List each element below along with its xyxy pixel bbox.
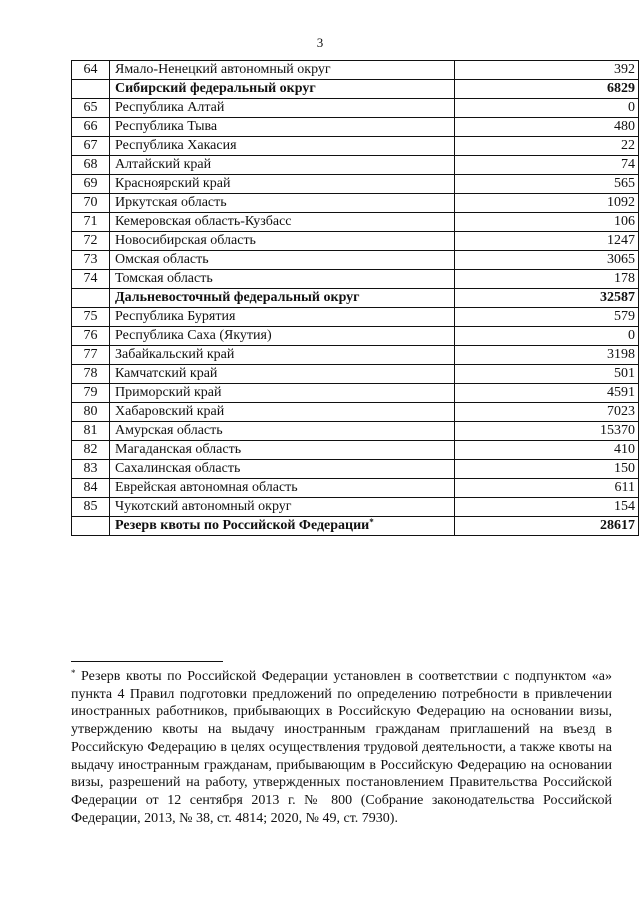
region-name: Республика Алтай [115, 100, 225, 115]
row-number: 64 [72, 61, 110, 80]
region-name: Алтайский край [115, 157, 212, 172]
region-name: Чукотский автономный округ [115, 499, 292, 514]
table-row [72, 232, 639, 251]
table-row [72, 194, 639, 213]
table-row [72, 99, 639, 118]
quota-value: 22 [455, 137, 639, 156]
quota-value: 3065 [455, 251, 639, 270]
table-row-total [72, 289, 639, 308]
region-name: Приморский край [115, 385, 222, 400]
region-name-cell [110, 137, 455, 156]
row-number: 72 [72, 232, 110, 251]
region-name: Сибирский федеральный округ [115, 81, 316, 96]
region-name: Забайкальский край [115, 347, 235, 362]
region-name-cell [110, 403, 455, 422]
table-row [72, 384, 639, 403]
footnote-text: Резерв квоты по Российской Федерации установлен в соответствии с подпунктом «а» пункта 4 Правил подготовки предложений по определению потребности в привлечении иностранных работников, прибывающих в Российскую Федерацию на основании визы, утверждению квоты на выдачу иностранным гражданам приглашений на въезд в Российскую Федерацию в целях осуществления трудовой деятельности, а также квоты на выдачу иностранным гражданам, прибывающим в Российскую Федерацию на основании визы, разрешений на работу, утвержденных постановлением Правительства Российской Федерации от 12 сентября 2013 г. № 800 (Собрание законодательства Российской Федерации, 2013, № 38, ст. 4814; 2020, № 49, ст. 7930). [71, 669, 612, 826]
region-name: Новосибирская область [115, 233, 256, 248]
footnote-divider [71, 661, 223, 662]
row-number: 82 [72, 441, 110, 460]
region-name: Сахалинская область [115, 461, 241, 476]
quota-value: 1247 [455, 232, 639, 251]
table-row-total [72, 517, 639, 536]
region-name-cell [110, 422, 455, 441]
quota-value: 74 [455, 156, 639, 175]
region-name-cell [110, 80, 455, 99]
quota-value: 579 [455, 308, 639, 327]
quota-value: 150 [455, 460, 639, 479]
row-number: 71 [72, 213, 110, 232]
quota-value: 501 [455, 365, 639, 384]
region-name: Магаданская область [115, 442, 242, 457]
table-row [72, 479, 639, 498]
region-name-cell [110, 118, 455, 137]
page-number: 3 [316, 35, 324, 50]
region-name-cell [110, 251, 455, 270]
row-number: 81 [72, 422, 110, 441]
row-number: 69 [72, 175, 110, 194]
quota-value: 1092 [455, 194, 639, 213]
region-name: Томская область [115, 271, 213, 286]
quota-value: 611 [455, 479, 639, 498]
quota-value: 410 [455, 441, 639, 460]
region-name-cell [110, 498, 455, 517]
region-name: Амурская область [115, 423, 223, 438]
quota-value: 4591 [455, 384, 639, 403]
quota-table [71, 60, 639, 536]
table-row [72, 213, 639, 232]
row-number: 67 [72, 137, 110, 156]
region-name-cell [110, 232, 455, 251]
table-row [72, 270, 639, 289]
region-name-cell [110, 213, 455, 232]
quota-value: 32587 [455, 289, 639, 308]
region-name-cell [110, 441, 455, 460]
table-row [72, 441, 639, 460]
region-name-cell [110, 289, 455, 308]
region-name-cell [110, 175, 455, 194]
row-number [72, 289, 110, 308]
row-number [72, 80, 110, 99]
region-name: Красноярский край [115, 176, 231, 191]
region-name: Республика Тыва [115, 119, 218, 134]
region-name-cell [110, 479, 455, 498]
region-name-cell [110, 365, 455, 384]
table-row [72, 365, 639, 384]
quota-value: 0 [455, 99, 639, 118]
region-name: Иркутская область [115, 195, 227, 210]
row-number: 74 [72, 270, 110, 289]
quota-value: 565 [455, 175, 639, 194]
footnote-mark: * [71, 668, 76, 678]
row-number: 84 [72, 479, 110, 498]
footnote [71, 668, 612, 827]
quota-value: 392 [455, 61, 639, 80]
quota-value: 7023 [455, 403, 639, 422]
footnote-reference: * [369, 517, 374, 527]
table-row [72, 175, 639, 194]
table-row [72, 118, 639, 137]
table-row [72, 346, 639, 365]
quota-value: 178 [455, 270, 639, 289]
region-name-cell [110, 384, 455, 403]
table-row [72, 251, 639, 270]
row-number: 73 [72, 251, 110, 270]
region-name-cell [110, 156, 455, 175]
region-name-cell [110, 99, 455, 118]
quota-value: 28617 [455, 517, 639, 536]
table-row-total [72, 80, 639, 99]
table-row [72, 61, 639, 80]
table-row [72, 403, 639, 422]
table-row [72, 308, 639, 327]
row-number: 75 [72, 308, 110, 327]
region-name: Резерв квоты по Российской Федерации [115, 518, 370, 533]
region-name-cell [110, 517, 455, 536]
region-name: Камчатский край [115, 366, 218, 381]
row-number: 83 [72, 460, 110, 479]
region-name: Республика Хакасия [115, 138, 237, 153]
quota-table-body [72, 61, 639, 536]
region-name: Кемеровская область-Кузбасс [115, 214, 292, 229]
region-name-cell [110, 460, 455, 479]
region-name: Еврейская автономная область [115, 480, 298, 495]
region-name: Республика Саха (Якутия) [115, 328, 272, 343]
region-name: Хабаровский край [115, 404, 225, 419]
row-number: 80 [72, 403, 110, 422]
region-name-cell [110, 308, 455, 327]
table-row [72, 137, 639, 156]
quota-value: 15370 [455, 422, 639, 441]
row-number: 78 [72, 365, 110, 384]
region-name: Омская область [115, 252, 209, 267]
region-name: Дальневосточный федеральный округ [115, 290, 360, 305]
row-number: 85 [72, 498, 110, 517]
quota-value: 3198 [455, 346, 639, 365]
row-number: 77 [72, 346, 110, 365]
table-row [72, 460, 639, 479]
table-row [72, 498, 639, 517]
quota-value: 106 [455, 213, 639, 232]
region-name-cell [110, 194, 455, 213]
row-number [72, 517, 110, 536]
region-name: Ямало-Ненецкий автономный округ [115, 62, 331, 77]
table-row [72, 327, 639, 346]
table-row [72, 156, 639, 175]
region-name-cell [110, 327, 455, 346]
quota-value: 154 [455, 498, 639, 517]
quota-value: 0 [455, 327, 639, 346]
region-name-cell [110, 270, 455, 289]
quota-value: 6829 [455, 80, 639, 99]
row-number: 66 [72, 118, 110, 137]
row-number: 65 [72, 99, 110, 118]
region-name: Республика Бурятия [115, 309, 236, 324]
row-number: 70 [72, 194, 110, 213]
quota-value: 480 [455, 118, 639, 137]
region-name-cell [110, 346, 455, 365]
row-number: 79 [72, 384, 110, 403]
table-row [72, 422, 639, 441]
row-number: 68 [72, 156, 110, 175]
region-name-cell [110, 61, 455, 80]
row-number: 76 [72, 327, 110, 346]
